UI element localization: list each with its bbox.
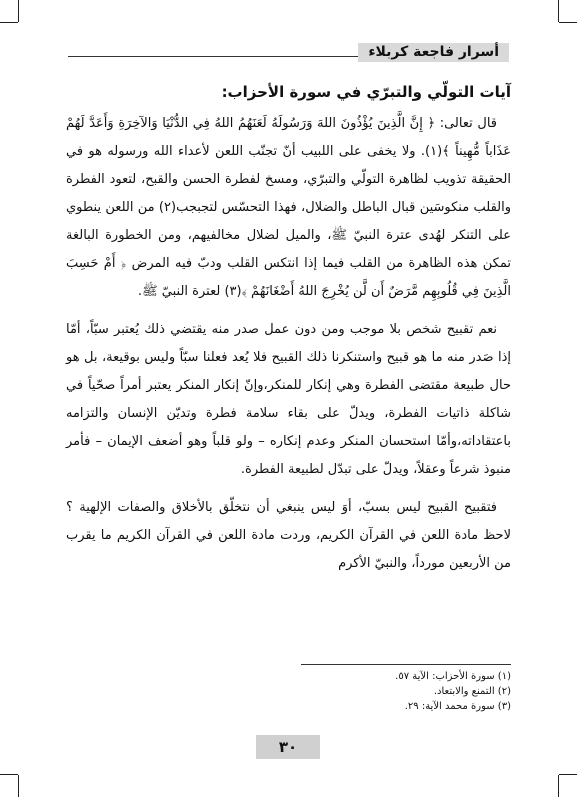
crop-mark — [559, 774, 577, 775]
crop-mark — [18, 0, 19, 22]
crop-mark — [558, 775, 559, 797]
crop-mark — [0, 22, 18, 23]
paragraph: فتقبيح القبيح ليس بسبّ، أوَ ليس ينبغي أن نتخلّق بالأخلاق والصفات الإلهية ؟ لاحظ مادة اللعن في القرآن الكريم، وردت مادة اللعن في القرآن الكريم ما يقرب من الأربعين مورداً، والنبيّ الأكرم — [66, 500, 511, 571]
running-header — [68, 40, 509, 64]
page-body — [66, 78, 511, 578]
crop-mark — [0, 774, 18, 775]
section-heading: آيات التولّي والتبرّي في سورة الأحزاب: — [221, 83, 511, 101]
footnote: (١) سورة الأحزاب: الآية ٥٧. — [395, 671, 511, 682]
crop-mark — [559, 22, 577, 23]
footnote: (٢) التمنع والابتعاد. — [433, 686, 511, 697]
footnote: (٣) سورة محمد الآية: ٢٩. — [404, 701, 511, 712]
book-title: أسرار فاجعة كربلاء — [358, 43, 509, 62]
paragraph: قال تعالى: ﴿ إِنَّ الَّذِينَ يُؤْذُونَ اللهَ وَرَسُولَهُ لَعَنَهُمُ اللهُ فِي الدُّنْيَا وَالآخِرَةِ وَأَعَدَّ لَهُمْ عَذَاباً مُّهِيناً ﴾(١). ولا يخفى على اللبيب أنّ تجنّب اللعن لأعداء الله ورسوله هو في الحقيقة تذويب لظاهرة التولّي والتبرّي، ومسخ لفطرة الحسن والقبح، لتعود الفطرة والقلب منكوسَين قبال الباطل والضلال، فهذا التحسّس لتجبجب(٢) من اللعن ينطوي على التنكر لهُدى عترة النبيّ ﷺ، والميل لضلال مخالفيهم، ومن الخطورة البالغة تمكن هذه الظاهرة من القلب فيما إذا انتكس القلب ودبّ فيه المرض ﴿ أَمْ حَسِبَ الَّذِينَ فِي قُلُوبِهِم مَّرَضٌ أَن لَّن يُخْرِجَ اللهُ أَضْغَانَهُمْ ﴾(٣) لعترة النبيّ ﷺ. — [66, 116, 512, 299]
paragraph: نعم تقبيح شخص بلا موجب ومن دون عمل صدر منه يقتضي ذلك يُعتبر سبّاً، أمّا إذا صَدر منه ما هو قبيح واستنكرنا ذلك القبيح فلا يُعد فعلنا سبّاً وليس بوقيعة، بل هو حال طبيعة مقتضى الفطرة وهي إنكار للمنكر،وإنّ إنكار المنكر يعتبر أمراً صحّياً في شاكلة ذاتيات الفطرة، ويدلّ على بقاء سلامة فطرة وتديّن الإنسان والتزامه باعتقاداته،وأمّا استحسان المنكر وعدم إنكاره – ولو قلباً وهو أضعف الإيمان – فأمر منبوذ شرعاً وعقلاً، ويدلّ على تبدّل لطبيعة الفطرة. — [66, 322, 511, 477]
footnote-separator — [301, 664, 511, 665]
page-number: ٣٠ — [256, 735, 320, 759]
footnotes — [66, 669, 511, 714]
crop-mark — [558, 0, 559, 22]
crop-mark — [18, 775, 19, 797]
